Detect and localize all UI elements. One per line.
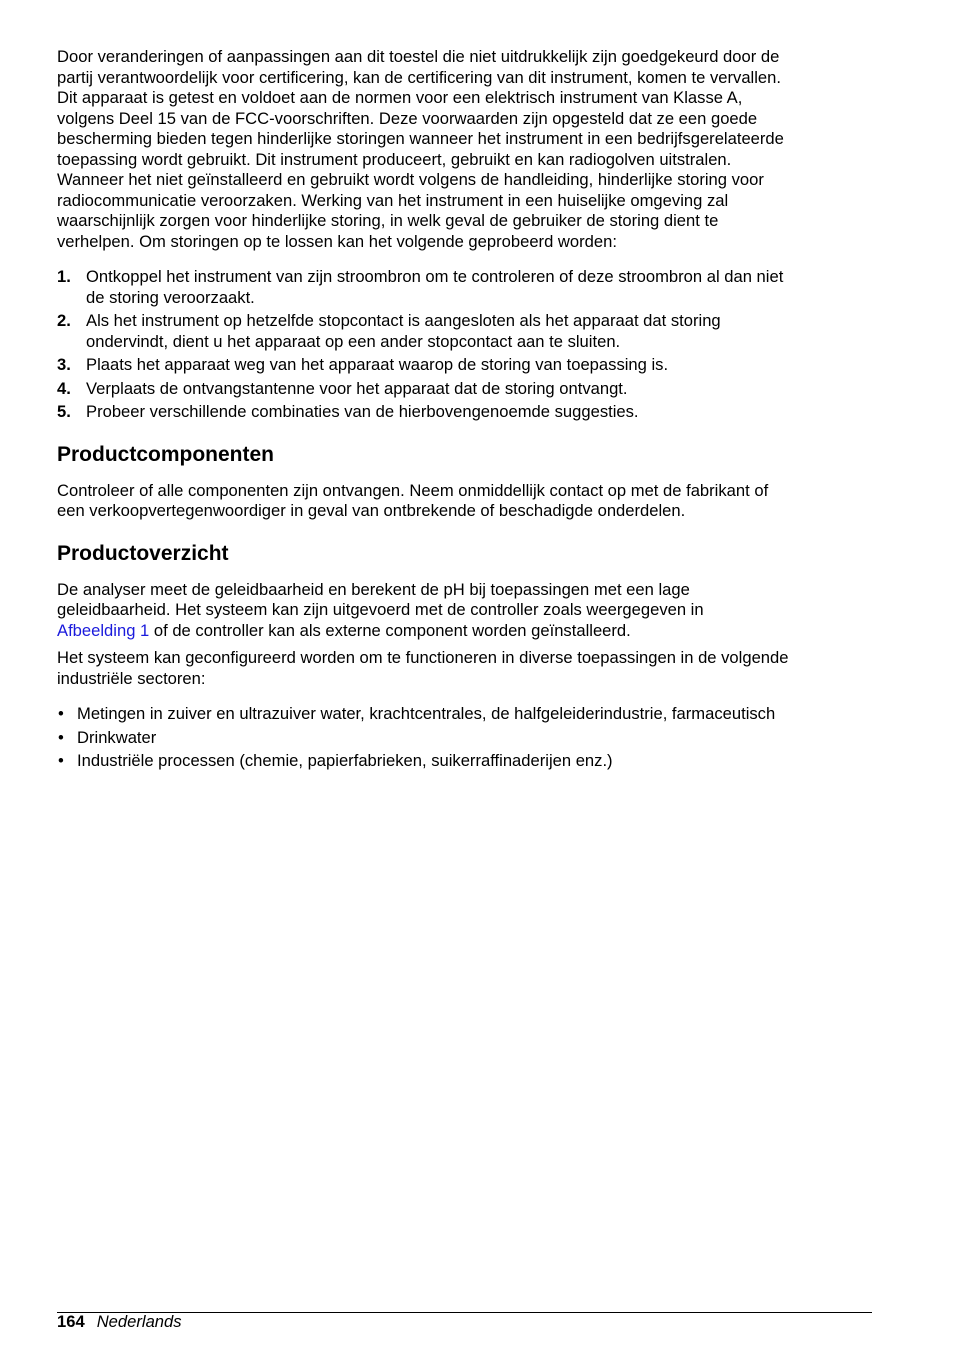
list-item [57, 402, 872, 423]
overview-line: geleidbaarheid. Het systeem kan zijn uitgevoerd met de controller zoals weergegeven in [57, 600, 704, 619]
list-item [57, 267, 872, 308]
step-number: 3. [57, 355, 71, 374]
page-number: 164 [57, 1312, 85, 1331]
intro-line: Door veranderingen of aanpassingen aan dit toestel die niet uitdrukkelijk zijn goedgekeurd door de [57, 47, 780, 66]
components-line: Controleer of alle componenten zijn ontvangen. Neem onmiddellijk contact op met de fabrikant of [57, 480, 769, 500]
step-text: Ontkoppel het instrument van zijn stroombron om te controleren of deze stroombron al dan niet [86, 267, 784, 286]
figure-link[interactable]: Afbeelding 1 [57, 620, 150, 640]
troubleshooting-steps [57, 267, 872, 423]
overview-line: Het systeem kan geconfigureerd worden om te functioneren in diverse toepassingen in de volgende [57, 648, 789, 667]
page-content [57, 47, 872, 775]
intro-paragraph [57, 47, 872, 252]
overview-paragraph-2 [57, 648, 872, 689]
overview-line: De analyser meet de geleidbaarheid en berekent de pH bij toepassingen met een lage [57, 579, 690, 599]
step-number: 4. [57, 378, 71, 398]
step-text: Probeer verschillende combinaties van de hierbovengenoemde suggesties. [86, 402, 639, 421]
heading-productoverzicht: Productoverzicht [57, 541, 229, 565]
heading-productcomponenten: Productcomponenten [57, 442, 275, 466]
components-paragraph [57, 481, 872, 522]
step-text: ondervindt, dient u het apparaat op een ander stopcontact aan te sluiten. [86, 331, 621, 351]
intro-line: Dit apparaat is getest en voldoet aan de normen voor een elektrisch instrument van Klasse A, [57, 88, 743, 107]
overview-line: industriële sectoren: [57, 668, 206, 688]
step-text: Als het instrument op hetzelfde stopcontact is aangesloten als het apparaat dat storing [86, 311, 721, 330]
overview-paragraph-1 [57, 580, 872, 642]
bullet-text: Industriële processen (chemie, papierfabrieken, suikerraffinaderijen enz.) [77, 751, 613, 770]
intro-line: verhelpen. Om storingen op te lossen kan het volgende geprobeerd worden: [57, 231, 617, 251]
intro-line: waarschijnlijk zorgen voor hinderlijke storing, in welk geval de gebruiker de storing dient te [57, 211, 719, 230]
bullet-icon: • [58, 751, 64, 770]
intro-line: partij verantwoordelijk voor certificering, kan de certificering van dit instrument, komen te vervallen. [57, 67, 781, 87]
bullet-text: Drinkwater [77, 727, 157, 747]
intro-line: bescherming bieden tegen hinderlijke storingen wanneer het instrument in een bedrijfsgerelateerde [57, 129, 784, 148]
footer-language: Nederlands [96, 1312, 182, 1331]
intro-line: Wanneer het niet geïnstalleerd en gebruikt wordt volgens de handleiding, hinderlijke storing voor [57, 170, 764, 189]
intro-line: volgens Deel 15 van de FCC-voorschriften. Deze voorwaarden zijn opgesteld dat ze een goede [57, 108, 758, 128]
step-number: 1. [57, 267, 71, 286]
components-line: een verkoopvertegenwoordiger in geval van ontbrekende of beschadigde onderdelen. [57, 501, 686, 520]
step-text: Verplaats de ontvangstantenne voor het apparaat dat de storing ontvangt. [86, 378, 628, 398]
step-number: 2. [57, 311, 71, 330]
bullet-text: Metingen in zuiver en ultrazuiver water, krachtcentrales, de halfgeleiderindustrie, farmaceutisch [77, 704, 776, 723]
list-item [57, 751, 872, 772]
list-item [57, 311, 872, 352]
step-text: de storing veroorzaakt. [86, 287, 255, 307]
step-number: 5. [57, 402, 71, 421]
bullet-icon: • [58, 704, 64, 723]
bullet-icon: • [58, 727, 64, 747]
sector-list [57, 704, 872, 772]
list-item [57, 728, 872, 749]
list-item [57, 355, 872, 376]
page-footer [57, 1312, 182, 1332]
intro-line: toepassing wordt gebruikt. Dit instrument produceert, gebruikt en kan radiogolven uitstralen. [57, 149, 732, 169]
list-item [57, 379, 872, 400]
list-item [57, 704, 872, 725]
overview-line: of de controller kan als externe component worden geïnstalleerd. [149, 620, 631, 640]
step-text: Plaats het apparaat weg van het apparaat waarop de storing van toepassing is. [86, 355, 669, 374]
intro-line: radiocommunicatie veroorzaken. Werking van het instrument in een huiselijke omgeving zal [57, 190, 729, 210]
